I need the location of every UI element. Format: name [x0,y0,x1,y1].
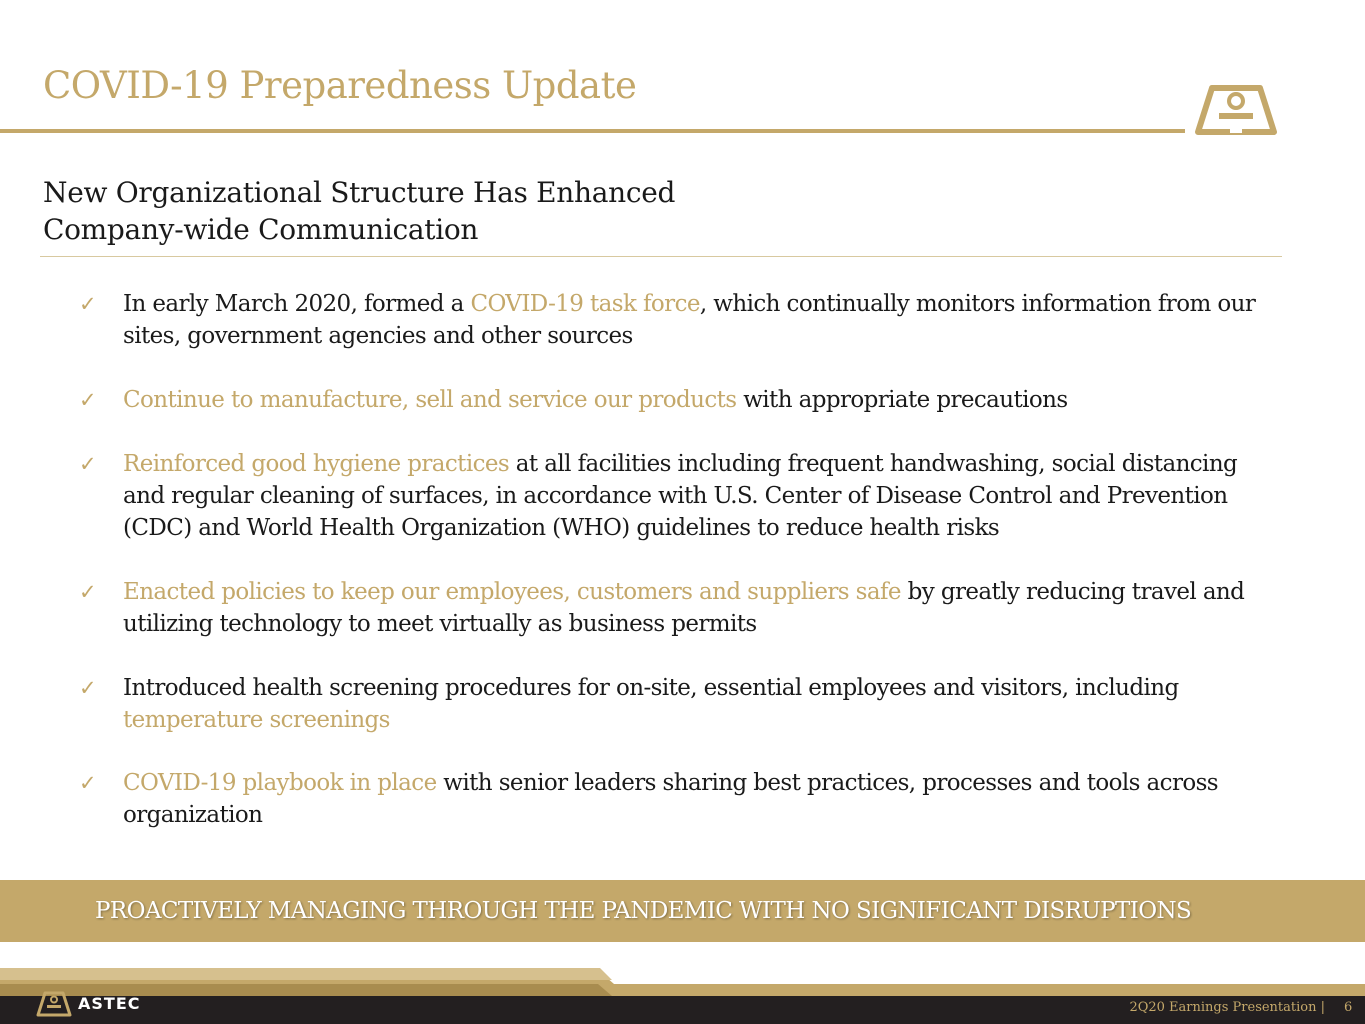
bullet-highlight: temperature screenings [123,707,390,733]
checkmark-icon: ✓ [79,771,96,795]
bullet-highlight: Continue to manufacture, sell and service our products [123,387,737,413]
banner-text: PROACTIVELY MANAGING THROUGH THE PANDEMIC WITH NO SIGNIFICANT DISRUPTIONS [95,898,1192,924]
bullet-highlight: Reinforced good hygiene practices [123,451,510,477]
bullet-item-task-force [79,288,1263,352]
subtitle-line-1: New Organizational Structure Has Enhanced [43,176,676,209]
bullet-highlight: Enacted policies to keep our employees, customers and suppliers safe [123,579,901,605]
bullet-item-hygiene [79,448,1263,544]
bullet-text-post: , which continually monitors information from our sites, government agencies and other sources [123,291,1256,349]
footer-presentation-label: 2Q20 Earnings Presentation | [1129,1000,1325,1015]
bullet-text-post: with senior leaders sharing best practices, processes and tools across organization [123,770,1219,828]
title-divider [0,129,1185,133]
bullet-text-pre: Introduced health screening procedures for on-site, essential employees and visitors, including [123,675,1179,701]
astec-logo-icon [1194,84,1278,136]
checkmark-icon: ✓ [79,292,96,316]
bullet-item-policies [79,576,1263,640]
page-title: COVID-19 Preparedness Update [43,64,637,107]
bullet-item-playbook [79,767,1263,831]
footer-brand: ASTEC [78,994,141,1013]
bullet-text-post: with appropriate precautions [736,387,1068,413]
bullet-text-post: at all facilities including frequent handwashing, social distancing and regular cleaning of surfaces, in accordance with U.S. Center of Disease Control and Prevention (CDC) and World Health Organization (WHO) guidelines to reduce health risks [123,451,1238,541]
page-number: 6 [1344,1000,1353,1015]
checkmark-icon: ✓ [79,580,96,604]
checkmark-icon: ✓ [79,388,96,412]
bullet-text-post: by greatly reducing travel and utilizing technology to meet virtually as business permits [123,579,1245,637]
subtitle-line-2: Company-wide Communication [43,213,479,246]
checkmark-icon: ✓ [79,452,96,476]
bullet-text-pre: In early March 2020, formed a [123,291,471,317]
bullet-highlight: COVID-19 playbook in place [123,770,437,796]
bullet-highlight: COVID-19 task force [470,291,700,317]
section-subtitle [43,174,843,248]
checkmark-icon: ✓ [79,676,96,700]
subtitle-divider [40,256,1282,257]
astec-footer-logo-icon [36,991,72,1017]
footer-bar [0,968,1365,1024]
bullet-item-manufacture [79,384,1263,416]
bullet-item-screening [79,672,1263,736]
